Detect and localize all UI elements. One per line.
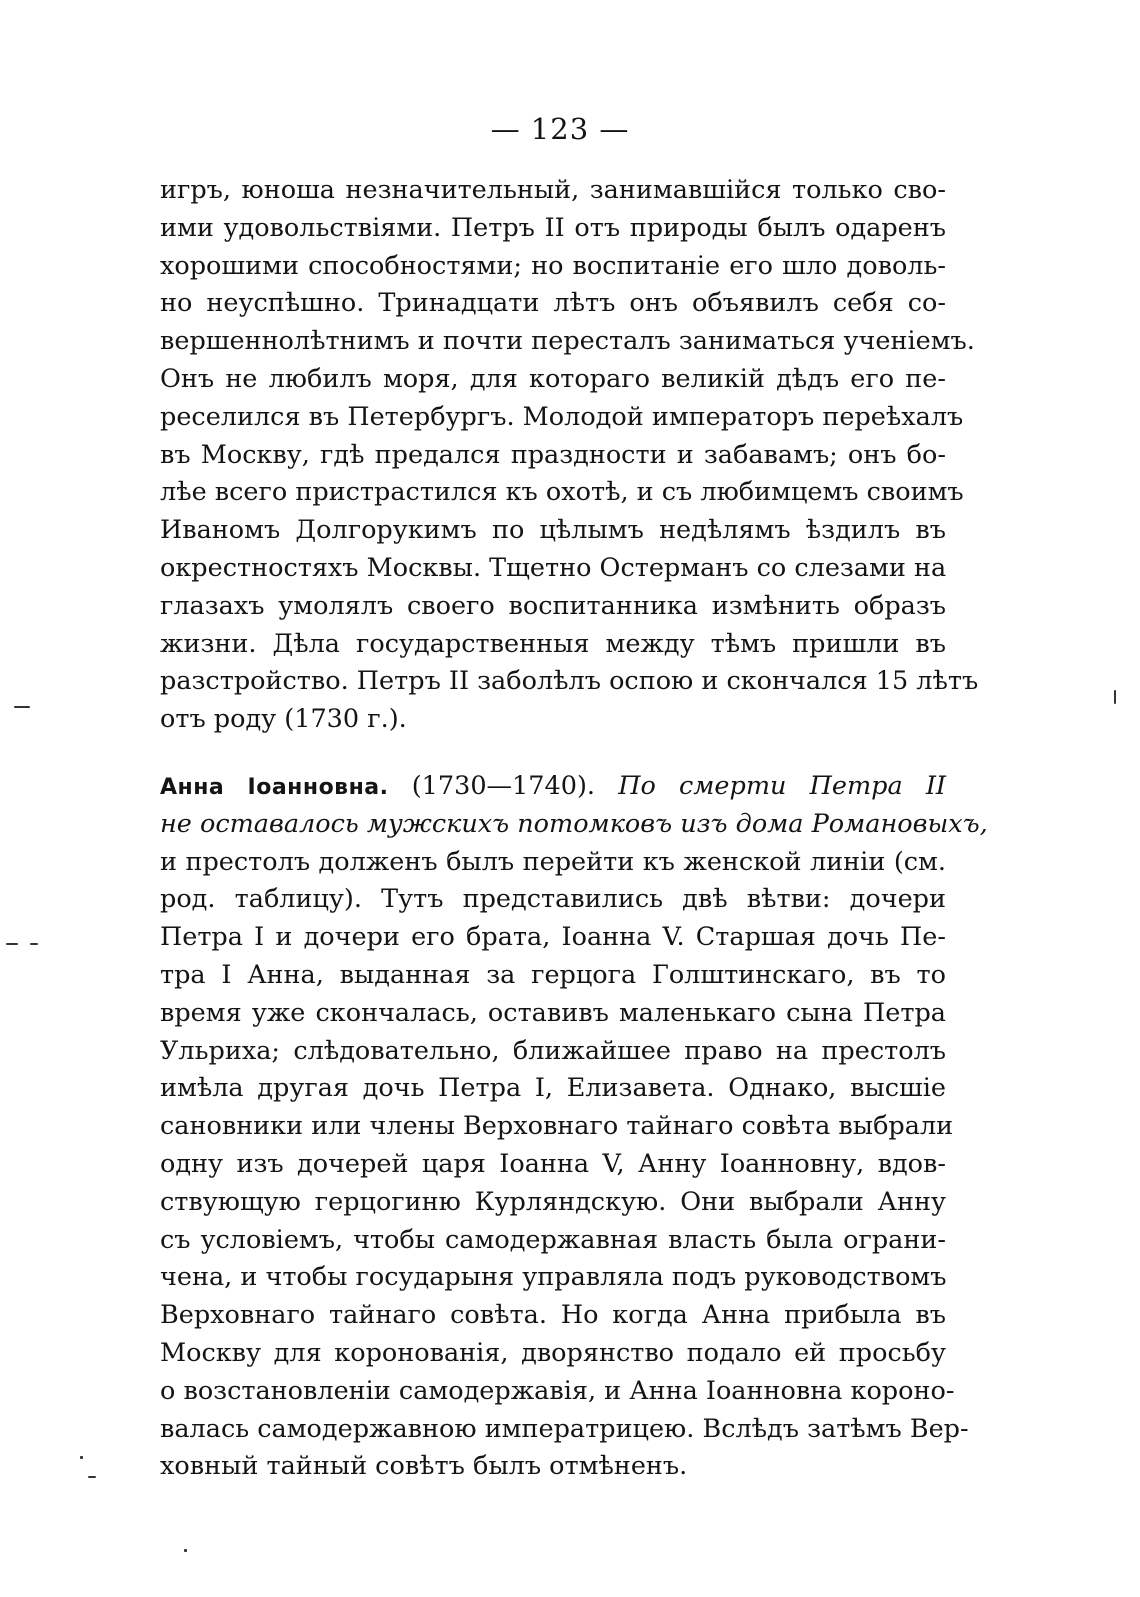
section-heading-line bbox=[160, 768, 946, 806]
scan-speck bbox=[184, 1549, 187, 1552]
text-line: лѣе всего пристрастился къ охотѣ, и съ любимцемъ своимъ bbox=[160, 477, 964, 508]
scan-speck bbox=[30, 943, 38, 945]
text-line: ствующую герцогиню Курляндскую. Они выбрали Анну bbox=[160, 1186, 946, 1217]
text-line: род. таблицу). Тутъ представились двѣ вѣтви: дочери bbox=[160, 884, 946, 915]
text-line: тра I Анна, выданная за герцога Голштинскаго, въ то bbox=[160, 959, 946, 990]
text-line: имѣла другая дочь Петра I, Елизавета. Однако, высшіе bbox=[160, 1073, 946, 1104]
text-line: Петра I и дочери его брата, Іоанна V. Старшая дочь Пе- bbox=[160, 922, 946, 953]
text-line: разстройство. Петръ II заболѣлъ оспою и скончался 15 лѣтъ bbox=[160, 666, 979, 697]
text-line: реселился въ Петербургъ. Молодой императоръ переѣхалъ bbox=[160, 401, 964, 432]
paragraph-anna-ioannovna bbox=[160, 768, 988, 1486]
text-line: не оставалось мужскихъ потомковъ изъ дома Романовыхъ, bbox=[160, 808, 988, 839]
text-line: ховный тайный совѣтъ былъ отмѣненъ. bbox=[160, 1451, 688, 1482]
text-line: вершеннолѣтнимъ и почти пересталъ заниматься ученіемъ. bbox=[160, 326, 975, 357]
scan-speck bbox=[88, 1476, 96, 1478]
text-line: окрестностяхъ Москвы. Тщетно Остерманъ со слезами на bbox=[160, 552, 947, 583]
scan-speck bbox=[6, 943, 18, 945]
section-heading-italic: По смерти Петра II bbox=[618, 771, 946, 801]
text-line: время уже скончалась, оставивъ маленькаго сына Петра bbox=[160, 997, 946, 1028]
text-line: Онъ не любилъ моря, для котораго великій дѣдъ его пе- bbox=[160, 363, 946, 394]
text-line: но неуспѣшно. Тринадцати лѣтъ онъ объявилъ себя со- bbox=[160, 288, 946, 319]
text-line: валась самодержавною императрицею. Вслѣдъ затѣмъ Вер- bbox=[160, 1413, 969, 1444]
text-line: глазахъ умолялъ своего воспитанника измѣнить образъ bbox=[160, 590, 946, 621]
text-line: одну изъ дочерей царя Іоанна V, Анну Іоанновну, вдов- bbox=[160, 1148, 946, 1179]
scan-speck bbox=[80, 1456, 83, 1459]
page-number: — 123 — bbox=[490, 112, 630, 146]
text-line: сановники или члены Верховнаго тайнаго совѣта выбрали bbox=[160, 1111, 954, 1142]
text-line: хорошими способностями; но воспитаніе его шло доволь- bbox=[160, 250, 946, 281]
text-line: игръ, юноша незначительный, занимавшійся только сво- bbox=[160, 175, 946, 205]
text-line: съ условіемъ, чтобы самодержавная власть была ограни- bbox=[160, 1224, 946, 1255]
scan-speck bbox=[14, 706, 30, 708]
scan-speck bbox=[1114, 690, 1116, 704]
text-line: и престолъ долженъ былъ перейти къ женской линіи (см. bbox=[160, 846, 946, 877]
paragraph-peter-ii bbox=[160, 172, 979, 739]
text-line: въ Москву, гдѣ предался праздности и забавамъ; онъ бо- bbox=[160, 439, 946, 470]
text-line: Ульриха; слѣдовательно, ближайшее право на престолъ bbox=[160, 1035, 946, 1066]
text-line: ими удовольствіями. Петръ II отъ природы былъ одаренъ bbox=[160, 212, 946, 243]
text-line: Верховнаго тайнаго совѣта. Но когда Анна прибыла въ bbox=[160, 1300, 946, 1331]
text-line: чена, и чтобы государыня управляла подъ руководствомъ bbox=[160, 1262, 947, 1293]
text-line: о возстановленіи самодержавія, и Анна Іоанновна короно- bbox=[160, 1375, 955, 1406]
text-line: Иваномъ Долгорукимъ по цѣлымъ недѣлямъ ѣздилъ въ bbox=[160, 515, 946, 546]
section-heading-name: Анна Іоанновна. bbox=[160, 775, 389, 800]
section-heading-years: (1730—1740). bbox=[388, 771, 619, 801]
text-line: отъ роду (1730 г.). bbox=[160, 704, 407, 735]
text-line: жизни. Дѣла государственныя между тѣмъ пришли въ bbox=[160, 628, 946, 659]
text-line: Москву для коронованія, дворянство подало ей просьбу bbox=[160, 1337, 946, 1368]
